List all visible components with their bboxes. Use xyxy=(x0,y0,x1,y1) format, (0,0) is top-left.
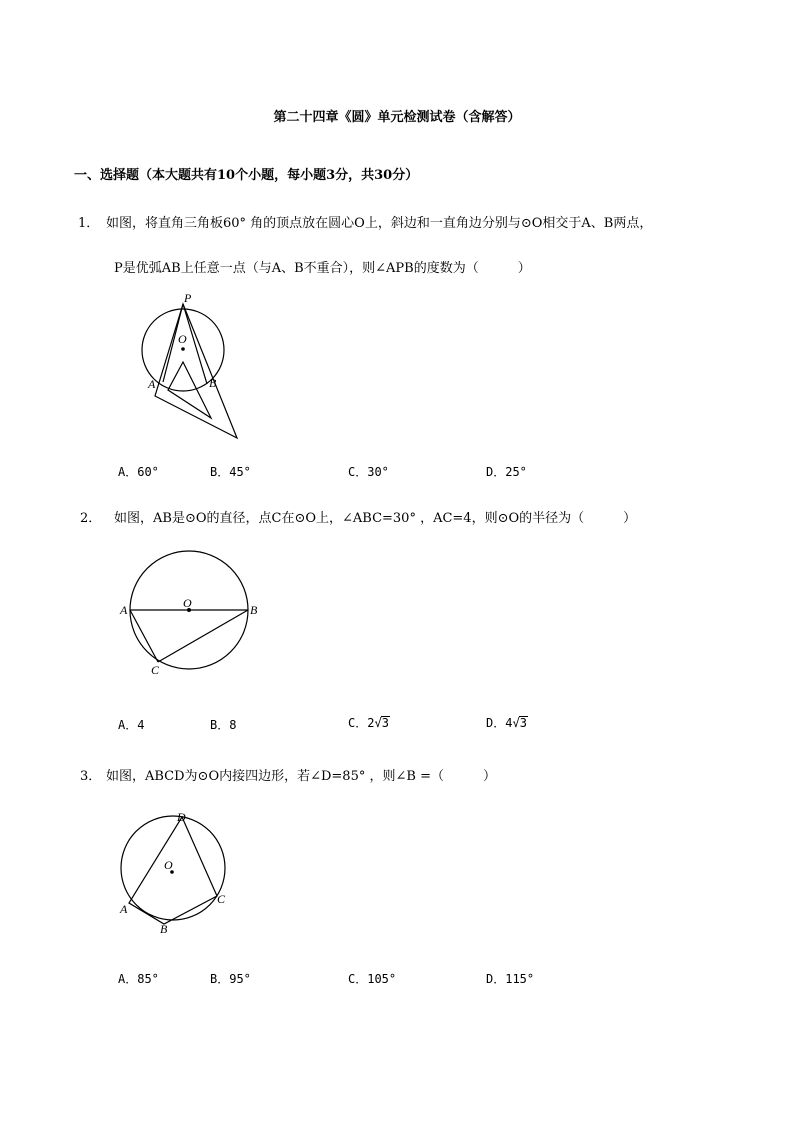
q2-number: 2． xyxy=(80,511,102,526)
q1-label-b: B xyxy=(209,376,217,390)
q1-option-d[interactable]: D．25° xyxy=(486,465,527,479)
q1-number: 1． xyxy=(78,216,100,231)
q2-text: 如图，AB是⊙O的直径，点C在⊙O上，∠ABC=30° ，AC=4，则⊙O的半径为（ ） xyxy=(114,511,637,526)
q1-option-b[interactable]: B．45° xyxy=(210,465,251,479)
q1-text-line1: 如图，将直角三角板60° 角的顶点放在圆心O上，斜边和一直角边分别与⊙O相交于A、B两点， xyxy=(106,216,653,231)
q2-label-b: B xyxy=(250,603,258,617)
q2-label-a: A xyxy=(120,603,128,617)
section-heading: 一、选择题（本大题共有10个小题，每小题3分，共30分） xyxy=(74,168,419,183)
q2-option-c-prefix: C．2 xyxy=(348,716,375,730)
q3-label-b: B xyxy=(160,922,168,936)
q3-label-d: D xyxy=(177,810,186,824)
q2-label-c: C xyxy=(151,663,160,677)
q1-option-a[interactable]: A．60° xyxy=(118,465,159,479)
q3-option-a[interactable]: A．85° xyxy=(118,972,159,986)
q2-option-d-prefix: D．4 xyxy=(486,716,513,730)
q3-label-a: A xyxy=(120,902,128,916)
q1-center-dot xyxy=(181,347,185,351)
q3-label-o: O xyxy=(164,858,173,872)
q3-number: 3． xyxy=(80,769,102,784)
q3-figure xyxy=(112,808,237,938)
q2-option-d-radicand: 3 xyxy=(519,716,527,730)
q1-option-c[interactable]: C．30° xyxy=(348,465,389,479)
q3-label-c: C xyxy=(217,892,226,906)
q1-label-o: O xyxy=(178,332,187,346)
q1-label-a: A xyxy=(148,377,156,391)
q3-option-b[interactable]: B．95° xyxy=(210,972,251,986)
q2-option-c[interactable]: C．2√3 xyxy=(348,716,389,730)
q1-text-line2: P是优弧AB上任意一点（与A、B不重合），则∠APB的度数为（ ） xyxy=(114,261,531,276)
q2-label-o: O xyxy=(183,596,192,610)
q3-option-c[interactable]: C．105° xyxy=(348,972,397,986)
q3-option-d[interactable]: D．115° xyxy=(486,972,535,986)
q2-option-c-radicand: 3 xyxy=(381,716,389,730)
q2-line-bc xyxy=(158,610,248,662)
q1-triangle-outer xyxy=(155,304,237,438)
q1-label-p: P xyxy=(184,291,192,305)
page-title: 第二十四章《圆》单元检测试卷（含解答） xyxy=(273,110,521,125)
q2-option-a[interactable]: A．4 xyxy=(118,718,145,732)
q2-figure xyxy=(115,545,265,680)
q2-option-d[interactable]: D．4√3 xyxy=(486,716,527,730)
q2-option-b[interactable]: B．8 xyxy=(210,718,237,732)
q3-quadrilateral xyxy=(129,817,217,924)
q2-line-ac xyxy=(130,610,158,662)
q3-text: 如图，ABCD为⊙O内接四边形，若∠D=85° ，则∠B =（ ） xyxy=(106,769,496,784)
q1-figure xyxy=(130,290,250,442)
